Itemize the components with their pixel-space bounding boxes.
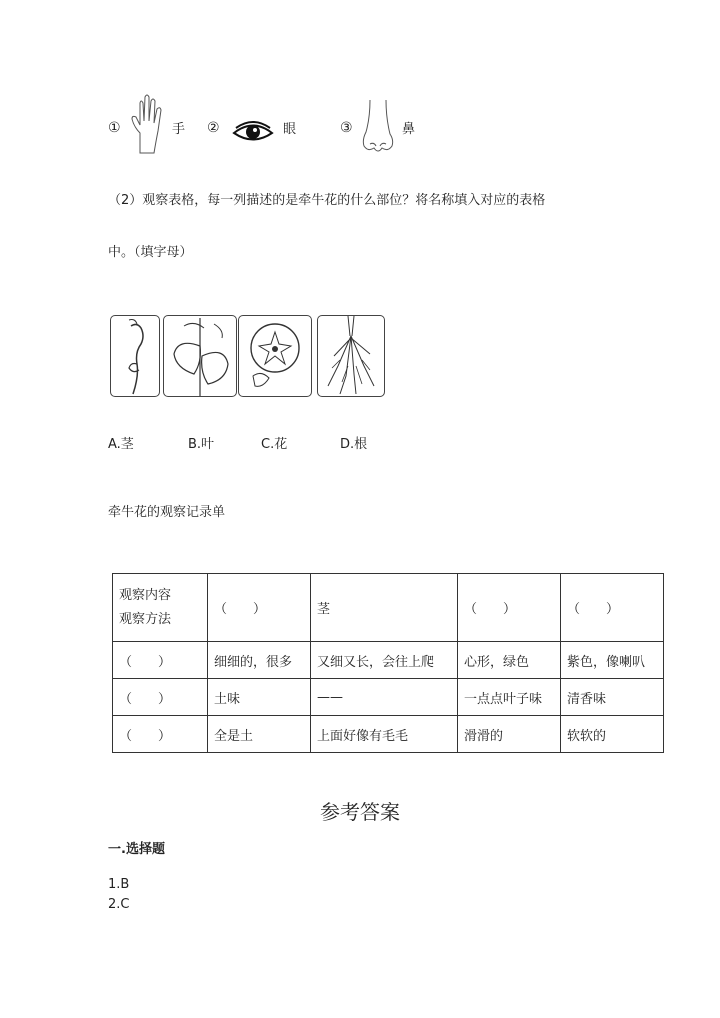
header-col-2: 茎	[311, 574, 458, 642]
table-row	[113, 642, 664, 679]
answers-section-heading: 一.选择题	[108, 842, 165, 857]
row-method: （ ）	[113, 642, 208, 679]
table-cell: 软软的	[561, 716, 664, 753]
table-cell: 清香味	[561, 679, 664, 716]
sense-label-nose: 鼻	[402, 122, 416, 137]
table-cell: 心形，绿色	[458, 642, 561, 679]
row-method: （ ）	[113, 679, 208, 716]
table-cell: 全是土	[208, 716, 311, 753]
sense-label-hand: 手	[172, 122, 186, 137]
sense-number-2: ②	[207, 120, 220, 136]
table-row	[113, 716, 664, 753]
table-cell: 土味	[208, 679, 311, 716]
answer-item-2: 2.C	[108, 897, 130, 912]
table-cell: 紫色，像喇叭	[561, 642, 664, 679]
eye-icon	[232, 120, 274, 144]
header-col-1: （ ）	[208, 574, 311, 642]
question2-line1: （2）观察表格，每一列描述的是牵牛花的什么部位？将名称填入对应的表格	[108, 193, 546, 208]
leaf-drawing	[163, 315, 237, 397]
table-cell: 上面好像有毛毛	[311, 716, 458, 753]
option-c: C.花	[261, 437, 288, 452]
option-a: A.茎	[108, 437, 134, 452]
table-cell: ——	[311, 679, 458, 716]
table-row	[113, 679, 664, 716]
flower-drawing	[238, 315, 312, 397]
option-d: D.根	[340, 437, 368, 452]
sense-number-1: ①	[108, 120, 121, 136]
question2-line2: 中。（填字母）	[108, 245, 193, 260]
header-col-4: （ ）	[561, 574, 664, 642]
hand-icon	[130, 93, 166, 155]
corner-method-label: 观察方法	[119, 611, 172, 627]
answers-title: 参考答案	[320, 800, 400, 824]
root-drawing	[317, 315, 385, 397]
answer-item-1: 1.B	[108, 877, 130, 892]
corner-content-label: 观察内容	[119, 587, 172, 603]
sense-label-eye: 眼	[283, 122, 297, 137]
observation-table	[112, 573, 664, 753]
row-method: （ ）	[113, 716, 208, 753]
option-b: B.叶	[188, 437, 215, 452]
table-corner-cell	[113, 574, 208, 642]
stem-drawing	[110, 315, 160, 397]
table-cell: 又细又长，会往上爬	[311, 642, 458, 679]
sense-number-3: ③	[340, 120, 353, 136]
table-cell: 细细的，很多	[208, 642, 311, 679]
header-col-3: （ ）	[458, 574, 561, 642]
nose-icon	[360, 98, 396, 156]
table-cell: 一点点叶子味	[458, 679, 561, 716]
table-cell: 滑滑的	[458, 716, 561, 753]
record-title: 牵牛花的观察记录单	[108, 505, 226, 520]
table-header-row	[113, 574, 664, 642]
